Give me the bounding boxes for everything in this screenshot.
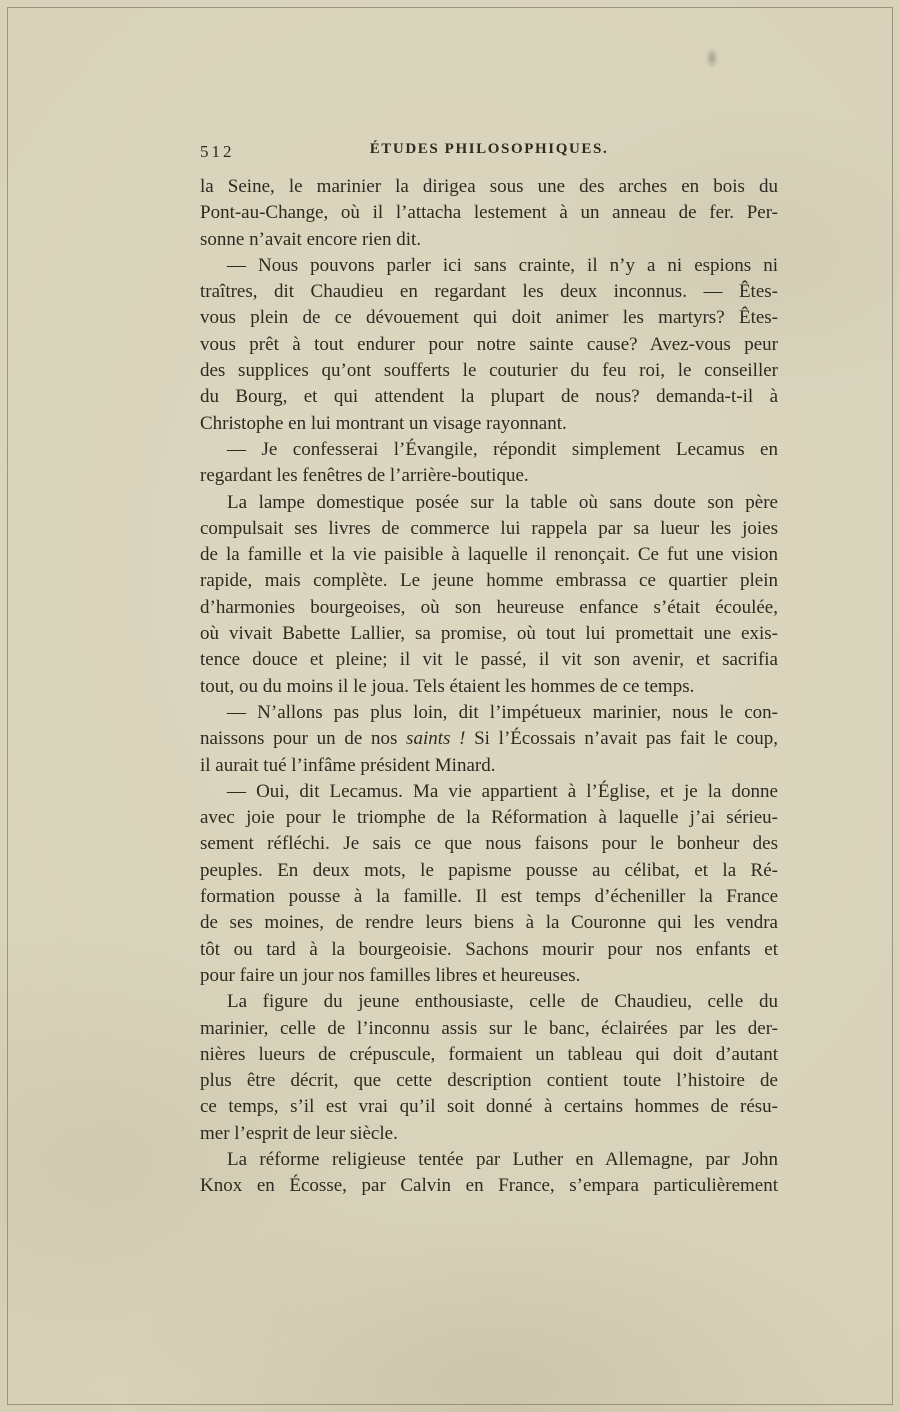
text-block [200, 174, 778, 1200]
text-line: marinier, celle de l’inconnu assis sur le banc, éclairées par les der- [200, 1017, 778, 1039]
text-line: — Nous pouvons parler ici sans crainte, il n’y a ni espions ni [227, 254, 778, 276]
text-line: — Je confesserai l’Évangile, répondit simplement Lecamus en [227, 438, 778, 460]
text-line: tôt ou tard à la bourgeoisie. Sachons mourir pour nos enfants et [200, 938, 778, 960]
text-line: peuples. En deux mots, le papisme pousse au célibat, et la Ré- [200, 859, 778, 881]
paragraph [200, 1147, 778, 1200]
text-line: mer l’esprit de leur siècle. [200, 1122, 398, 1144]
text-line: où vivait Babette Lallier, sa promise, où tout lui promettait une exis- [200, 623, 778, 645]
paragraph [200, 253, 778, 437]
text-line: La figure du jeune enthousiaste, celle de Chaudieu, celle du [227, 991, 778, 1013]
text-line: — Oui, dit Lecamus. Ma vie appartient à l’Église, et je la donne [227, 780, 778, 802]
text-line: compulsait ses livres de commerce lui rappela par sa lueur les joies [200, 517, 778, 539]
paragraph [200, 490, 778, 700]
text-line: Christophe en lui montrant un visage rayonnant. [200, 412, 567, 434]
text-line: ce temps, s’il est vrai qu’il soit donné à certains hommes de résu- [200, 1096, 778, 1118]
text-line: traîtres, dit Chaudieu en regardant les deux inconnus. — Êtes- [200, 281, 778, 303]
text-line: la Seine, le marinier la dirigea sous une des arches en bois du [200, 176, 778, 197]
text-line: tence douce et pleine; il vit le passé, il vit son avenir, et sacrifia [200, 649, 778, 671]
text-line: rapide, mais complète. Le jeune homme embrassa ce quartier plein [200, 570, 778, 592]
page-number: 512 [200, 142, 235, 161]
text-line: de la famille et la vie paisible à laquelle il renonçait. Ce fut une vision [200, 544, 778, 566]
text-line: des supplices qu’ont soufferts le couturier du feu roi, le conseiller [200, 360, 778, 382]
paragraph [200, 779, 778, 989]
page-content [200, 141, 778, 1200]
text-line: sonne n’avait encore rien dit. [200, 228, 422, 250]
page-header [200, 141, 778, 163]
paragraph [200, 437, 778, 490]
text-line: d’harmonies bourgeoises, où son heureuse enfance s’était écoulée, [200, 596, 778, 618]
text-line: Pont-au-Change, où il l’attacha lestement à un anneau de fer. Per- [200, 202, 778, 224]
text-line: vous plein de ce dévouement qui doit animer les martyrs? Êtes- [200, 307, 778, 329]
text-line: naissons pour un de nos saints ! Si l’Écossais n’avait pas fait le coup, [200, 728, 778, 750]
text-line: sement réfléchi. Je sais ce que nous faisons pour le bonheur des [200, 833, 778, 855]
paragraph [200, 700, 778, 779]
text-line: pour faire un jour nos familles libres et heureuses. [200, 964, 581, 986]
paragraph [200, 989, 778, 1147]
text-line: Knox en Écosse, par Calvin en France, s’empara particulièrement [200, 1175, 778, 1197]
text-line: regardant les fenêtres de l’arrière-boutique. [200, 465, 529, 487]
text-line: du Bourg, et qui attendent la plupart de nous? demanda-t-il à [200, 386, 778, 408]
text-line: nières lueurs de crépuscule, formaient un tableau qui doit d’autant [200, 1043, 778, 1065]
text-line: La lampe domestique posée sur la table où sans doute son père [227, 491, 778, 513]
text-line: La réforme religieuse tentée par Luther en Allemagne, par John [227, 1148, 778, 1170]
text-line: de ses moines, de rendre leurs biens à la Couronne qui les vendra [200, 912, 778, 934]
text-line: vous prêt à tout endurer pour notre sainte cause? Avez-vous peur [200, 333, 778, 355]
text-line: plus être décrit, que cette description contient toute l’histoire de [200, 1070, 778, 1092]
running-title: ÉTUDES PHILOSOPHIQUES. [369, 141, 609, 157]
text-line: il aurait tué l’infâme président Minard. [200, 754, 496, 776]
paragraph [200, 174, 778, 253]
text-line: formation pousse à la famille. Il est temps d’écheniller la France [200, 886, 778, 908]
text-line: tout, ou du moins il le joua. Tels étaient les hommes de ce temps. [200, 675, 695, 697]
text-line: — N’allons pas plus loin, dit l’impétueux marinier, nous le con- [227, 701, 778, 723]
text-line: avec joie pour le triomphe de la Réformation à laquelle j’ai sérieu- [200, 807, 778, 829]
